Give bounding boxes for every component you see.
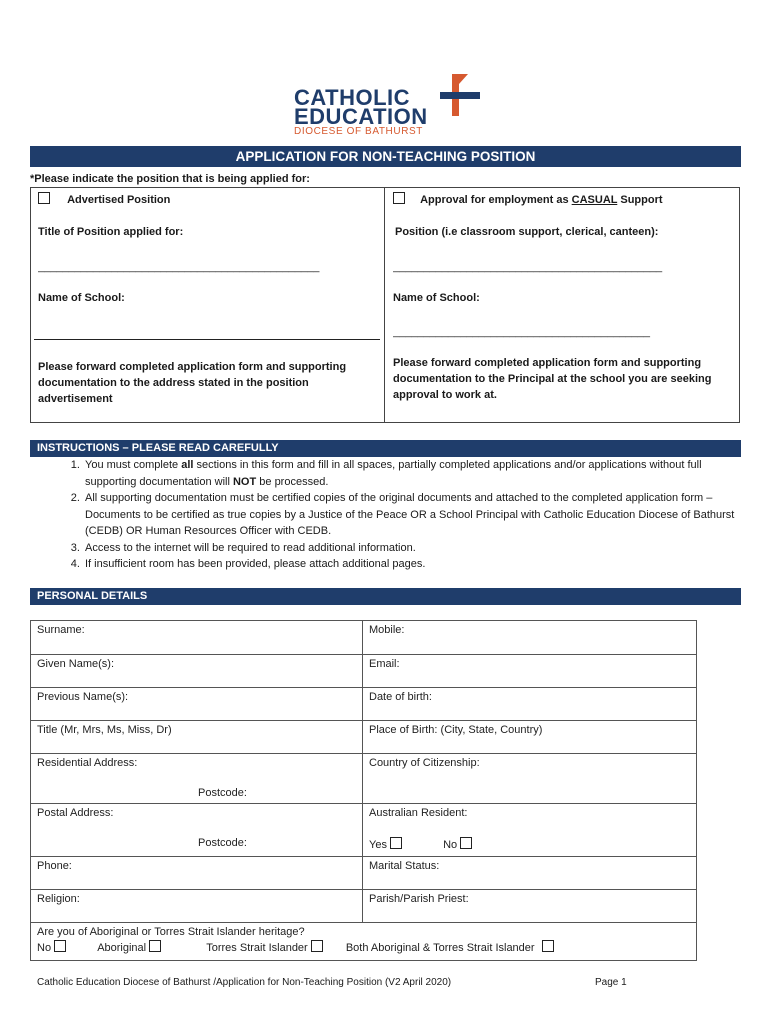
- cross-icon: [438, 72, 482, 128]
- residential-address-field[interactable]: Residential Address: Postcode:: [31, 754, 363, 804]
- position-type-label: Position (i.e classroom support, clerical, canteen):: [395, 226, 659, 238]
- logo-text-diocese: DIOCESE OF BATHURST: [294, 126, 424, 137]
- left-forward-text: Please forward completed application form and supporting documentation to the address stated in the position advertisement: [38, 361, 347, 405]
- instructions-heading: INSTRUCTIONS – PLEASE READ CAREFULLY: [30, 440, 741, 457]
- australian-resident-field: Australian Resident: Yes No: [363, 804, 697, 857]
- logo: [290, 72, 485, 138]
- postal-postcode-label: Postcode:: [198, 837, 247, 849]
- page-number: Page 1: [595, 977, 627, 988]
- country-of-citizenship-field[interactable]: Country of Citizenship:: [363, 754, 697, 804]
- religion-field[interactable]: Religion:: [31, 890, 363, 923]
- instruction-item: 3. Access to the internet will be required to read additional information.: [83, 540, 745, 557]
- heritage-tsi-label: Torres Strait Islander: [206, 942, 308, 954]
- title-of-position-field[interactable]: ______________________________________________: [38, 261, 320, 273]
- left-school-field[interactable]: [34, 339, 380, 340]
- mobile-field[interactable]: Mobile:: [363, 621, 697, 655]
- casual-support-option[interactable]: [393, 192, 663, 207]
- casual-support-checkbox[interactable]: [393, 192, 405, 204]
- heritage-both-checkbox[interactable]: [542, 940, 554, 952]
- right-school-field[interactable]: __________________________________________: [393, 326, 650, 338]
- heritage-no-checkbox[interactable]: [54, 940, 66, 952]
- marital-status-field[interactable]: Marital Status:: [363, 857, 697, 890]
- parish-priest-field[interactable]: Parish/Parish Priest:: [363, 890, 697, 923]
- footer-text: Catholic Education Diocese of Bathurst /Application for Non-Teaching Position (V2 April 2020): [37, 977, 452, 988]
- phone-field[interactable]: Phone:: [31, 857, 363, 890]
- heritage-aboriginal-label: Aboriginal: [97, 942, 147, 954]
- postal-address-field[interactable]: Postal Address: Postcode:: [31, 804, 363, 857]
- resident-yes-checkbox[interactable]: [390, 837, 402, 849]
- resident-no-label: No: [443, 839, 458, 851]
- casual-support-label: Approval for employment as CASUAL Support: [420, 194, 663, 206]
- resident-yes-label: Yes: [369, 839, 387, 851]
- form-title: APPLICATION FOR NON-TEACHING POSITION: [30, 146, 741, 167]
- logo-text-education: EDUCATION: [294, 104, 428, 129]
- position-type-field[interactable]: ____________________________________________: [393, 261, 663, 273]
- heritage-question: Are you of Aboriginal or Torres Strait Islander heritage?: [37, 926, 305, 938]
- resident-no-checkbox[interactable]: [460, 837, 472, 849]
- right-school-label: Name of School:: [393, 292, 480, 304]
- residential-postcode-label: Postcode:: [198, 787, 247, 799]
- surname-field[interactable]: Surname:: [31, 621, 363, 655]
- instruction-item: 2. All supporting documentation must be certified copies of the original documents and attached to the completed application form – Documents to be certified as true copies by a Justice of the Peace OR a School Principal with Catholic Education Diocese of Bathurst (CEDB) OR Human Resources Officer with CEDB.: [83, 490, 745, 540]
- title-of-position-label: Title of Position applied for:: [38, 226, 184, 238]
- advertised-position-option[interactable]: [38, 192, 170, 207]
- instructions-list-wrap: [30, 457, 745, 573]
- instruction-item: 4. If insufficient room has been provided, please attach additional pages.: [83, 556, 745, 573]
- advertised-position-checkbox[interactable]: [38, 192, 50, 204]
- previous-names-field[interactable]: Previous Name(s):: [31, 688, 363, 721]
- personal-details-heading: PERSONAL DETAILS: [30, 588, 741, 605]
- position-box-divider: [384, 187, 385, 423]
- title-field[interactable]: Title (Mr, Mrs, Ms, Miss, Dr): [31, 721, 363, 754]
- date-of-birth-field[interactable]: Date of birth:: [363, 688, 697, 721]
- logo-text-catholic: CATHOLIC: [294, 85, 411, 110]
- heritage-aboriginal-checkbox[interactable]: [149, 940, 161, 952]
- heritage-both-label: Both Aboriginal & Torres Strait Islander: [345, 942, 535, 954]
- email-field[interactable]: Email:: [363, 655, 697, 688]
- heritage-no-label: No: [37, 942, 52, 954]
- left-school-label: Name of School:: [38, 292, 125, 304]
- right-forward-text: Please forward completed application form and supporting documentation to the Principal at the school you are seeking approval to work at.: [393, 357, 712, 401]
- instructions-list: [30, 457, 745, 573]
- instruction-item: 1. You must complete all sections in this form and fill in all spaces, partially completed applications and/or applications without full supporting documentation will NOT be processed.: [83, 457, 745, 490]
- position-prompt: *Please indicate the position that is being applied for:: [30, 173, 310, 185]
- heritage-field: [31, 923, 697, 961]
- heritage-tsi-checkbox[interactable]: [311, 940, 323, 952]
- advertised-position-label: Advertised Position: [67, 194, 171, 206]
- given-names-field[interactable]: Given Name(s):: [31, 655, 363, 688]
- personal-details-table: [30, 620, 697, 961]
- place-of-birth-field[interactable]: Place of Birth: (City, State, Country): [363, 721, 697, 754]
